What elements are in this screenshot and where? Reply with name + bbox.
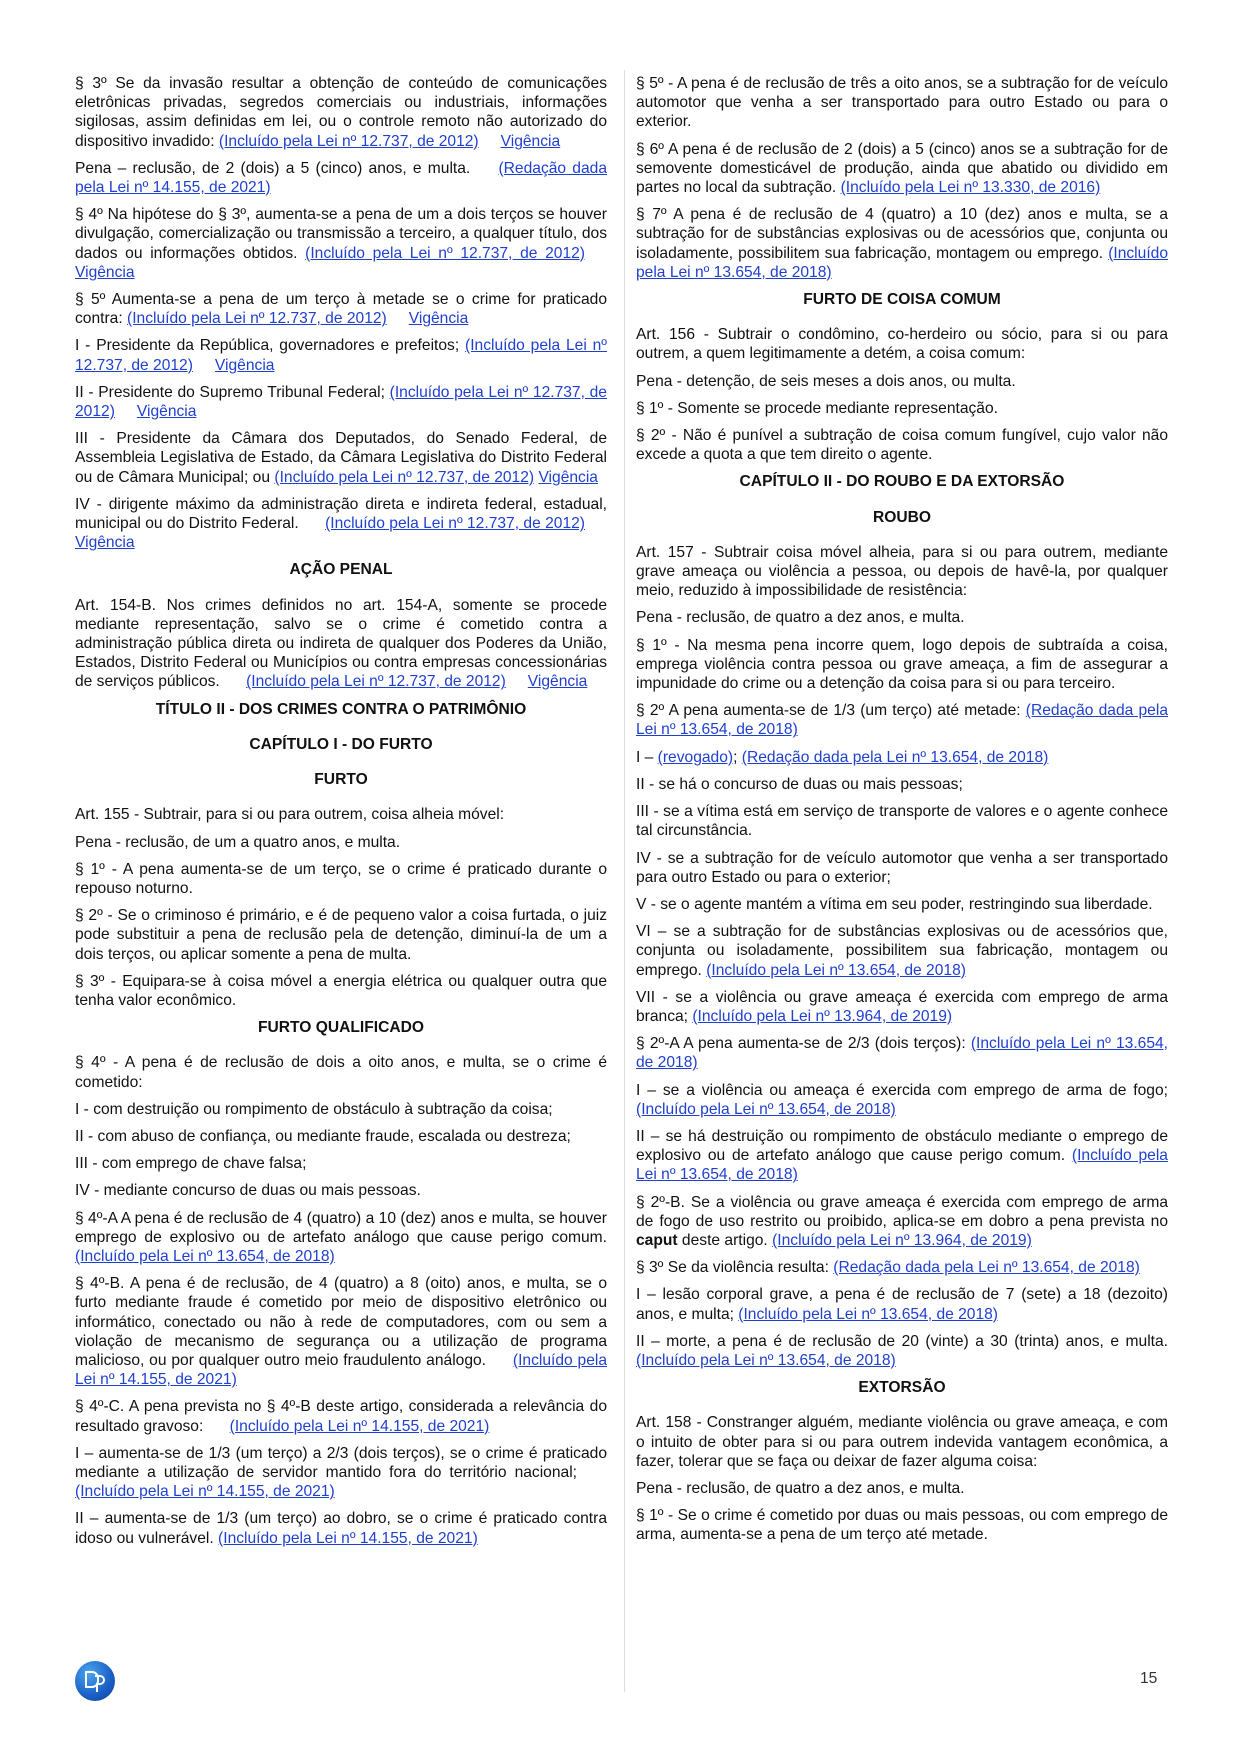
text-run: I – [636,748,658,766]
text-run: Pena - reclusão, de um a quatro anos, e multa. [75,833,401,851]
paragraph [75,336,607,374]
law-reference-link[interactable]: (revogado) [657,748,734,766]
paragraph [636,701,1168,739]
paragraph [75,1100,607,1119]
law-reference-link[interactable]: (Incluído pela Lei nº 12.737, de 2012) [127,310,387,328]
paragraph [636,1127,1168,1185]
law-reference-link[interactable]: (Incluído pela Lei nº 14.155, de 2021) [75,1483,335,1501]
text-run: II - se há o concurso de duas ou mais pessoas; [636,775,963,793]
paragraph [636,775,1168,794]
law-reference-link[interactable]: (Incluído pela Lei nº 14.155, de 2021) [218,1529,478,1547]
paragraph [636,140,1168,198]
paragraph [75,1274,607,1389]
paragraph [75,159,607,197]
text-run: § 4º-A A pena é de reclusão de 4 (quatro) a 10 (dez) anos e multa, se houver emprego de explosivo ou de artefato análogo que cause perigo comum. [75,1209,607,1246]
paragraph [75,1444,607,1502]
vigencia-link[interactable]: Vigência [214,356,275,374]
text-run: IV - se a subtração for de veículo automotor que venha a ser transportado para outro Estado ou para o exterior; [636,849,1168,886]
paragraph [636,1332,1168,1370]
law-reference-link[interactable]: (Incluído pela Lei nº 13.654, de 2018) [636,1100,896,1118]
law-reference-link[interactable]: (Incluído pela Lei nº 12.737, de 2012) [325,515,585,533]
text-run: § 1º - Somente se procede mediante representação. [636,399,998,417]
law-reference-link[interactable]: (Incluído pela Lei nº 14.155, de 2021) [229,1417,490,1435]
law-reference-link[interactable]: (Incluído pela Lei nº 13.654, de 2018) [636,244,1168,281]
paragraph [636,543,1168,601]
paragraph [75,972,607,1010]
paragraph [636,636,1168,694]
text-run: II – morte, a pena é de reclusão de 20 (vinte) a 30 (trinta) anos, e multa. [636,1332,1168,1350]
paragraph [75,1509,607,1547]
text-run: ; [733,748,742,766]
section-heading: ROUBO [872,508,932,526]
law-reference-link[interactable]: (Incluído pela Lei nº 13.654, de 2018) [636,1351,896,1369]
text-run: § 2º A pena aumenta-se de 1/3 (um terço) até metade: [636,702,1026,720]
text-run: § 4º - A pena é de reclusão de dois a oito anos, e multa, se o crime é cometido: [75,1054,607,1091]
law-reference-link[interactable]: (Redação dada pela Lei nº 13.654, de 2018) [833,1259,1140,1277]
text-run: § 1º - A pena aumenta-se de um terço, se o crime é praticado durante o repouso noturno. [75,860,607,897]
law-reference-link[interactable]: (Incluído pela Lei nº 13.654, de 2018) [706,961,966,979]
section-heading: CAPÍTULO II - DO ROUBO E DA EXTORSÃO [739,473,1065,491]
text-run: § 5º Aumenta-se a pena de um terço à metade se o crime for praticado contra: [75,291,607,328]
text-run: § 7º A pena é de reclusão de 4 (quatro) a 10 (dez) anos e multa, se a subtração for de substâncias explosivas ou de acessórios que, conjunta ou isoladamente, possibilitem sua fabricação, montagem ou emprego. [636,206,1168,262]
section-heading: AÇÃO PENAL [289,561,393,579]
text-run: II - com abuso de confiança, ou mediante fraude, escalada ou destreza; [75,1127,571,1145]
text-run: § 2º - Não é punível a subtração de coisa comum fungível, cujo valor não excede a quota a que tem direito o agente. [636,427,1168,464]
paragraph [636,895,1168,914]
paragraph [75,429,607,487]
paragraph [75,383,607,421]
paragraph [636,1034,1168,1072]
law-reference-link[interactable]: (Redação dada pela Lei nº 13.654, de 2018) [741,748,1049,766]
paragraph [75,805,607,824]
column-divider [624,70,625,1692]
text-run: V - se o agente mantém a vítima em seu poder, restringindo sua liberdade. [636,895,1153,913]
paragraph [636,849,1168,887]
paragraph [75,1397,607,1435]
text-run: I - Presidente da República, governadores e prefeitos; [75,337,466,355]
section-heading: TÍTULO II - DOS CRIMES CONTRA O PATRIMÔNIO [155,700,527,718]
text-run: § 1º - Se o crime é cometido por duas ou mais pessoas, ou com emprego de arma, aumenta-se a pena de um terço até metade. [636,1507,1168,1544]
vigencia-link[interactable]: Vigência [527,673,588,691]
paragraph [636,205,1168,282]
text-run: § 1º - Na mesma pena incorre quem, logo depois de subtraída a coisa, emprega violência contra pessoa ou grave ameaça, a fim de assegurar a impunidade do crime ou a detenção da coisa para si ou para terceiro. [636,636,1168,693]
text-run: Pena – reclusão, de 2 (dois) a 5 (cinco) anos, e multa. [75,159,477,177]
text-run: Pena - reclusão, de quatro a dez anos, e multa. [636,609,965,627]
text-run: § 5º - A pena é de reclusão de três a oito anos, se a subtração for de veículo automotor que venha a ser transportado para outro Estado ou para o exterior. [636,75,1168,131]
paragraph [75,906,607,964]
paragraph [636,74,1168,132]
text-run: Art. 157 - Subtrair coisa móvel alheia, para si ou para outrem, mediante grave ameaça ou violência a pessoa, ou depois de havê-la, por qualquer meio, reduzido à impossibilidade de resistência: [636,543,1168,600]
paragraph [636,748,1168,767]
paragraph [75,1053,607,1091]
section-heading: FURTO [314,771,368,789]
text-run: VI – se a subtração for de substâncias explosivas ou de acessórios que, conjunta ou isoladamente, possibilitem sua fabricação, montagem ou emprego. [636,923,1168,979]
section-heading: FURTO DE COISA COMUM [803,291,1001,309]
vigencia-link[interactable]: Vigência [408,310,469,328]
text-run: § 6º A pena é de reclusão de 2 (dois) a 5 (cinco) anos se a subtração for de semovente domesticável de produção, ainda que abatido ou dividido em partes no local da subtração. [636,140,1168,197]
paragraph [636,1258,1168,1277]
text-run: Pena - detenção, de seis meses a dois anos, ou multa. [636,372,1016,390]
text-run: § 4º Na hipótese do § 3º, aumenta-se a pena de um a dois terços se houver divulgação, comercialização ou transmissão a terceiro, a qualquer título, dos dados ou informações obtidos. [75,206,607,262]
vigencia-link[interactable]: Vigência [75,263,135,281]
paragraph [75,833,607,852]
text-run: Art. 154-B. Nos crimes definidos no art. 154-A, somente se procede mediante representação, salvo se o crime é cometido contra a administração pública direta ou indireta de qualquer dos Poderes da União, Estados, Distrito Federal ou Municípios ou contra empresas concessionárias de serviços públicos. [75,596,607,691]
text-run: III - com emprego de chave falsa; [75,1155,307,1173]
text-run: deste artigo. [677,1231,773,1249]
section-heading: CAPÍTULO I - DO FURTO [249,735,433,753]
law-reference-link[interactable]: (Incluído pela Lei nº 12.737, de 2012) [246,673,506,691]
text-run: I – lesão corporal grave, a pena é de reclusão de 7 (sete) a 18 (dezoito) anos, e multa; [636,1286,1168,1323]
text-run: § 3º - Equipara-se à coisa móvel a energia elétrica ou qualquer outra que tenha valor econômico. [75,972,607,1009]
paragraph [75,1181,607,1200]
publisher-logo-icon [75,1661,115,1701]
paragraph [636,1479,1168,1498]
text-run: IV - dirigente máximo da administração direta e indireta federal, estadual, municipal ou do Distrito Federal. [75,495,607,533]
paragraph [636,426,1168,464]
text-run: § 3º Se da invasão resultar a obtenção de conteúdo de comunicações eletrônicas privadas, segredos comerciais ou industriais, informações sigilosas, assim definidas em lei, ou o controle remoto não autorizado do dispositivo invadido: [75,75,607,150]
paragraph [636,922,1168,980]
law-reference-link[interactable]: (Incluído pela Lei nº 14.155, de 2021) [75,1351,608,1389]
paragraph [636,802,1168,840]
paragraph [75,205,607,282]
text-run: § 4º-B. A pena é de reclusão, de 4 (quatro) a 8 (oito) anos, e multa, se o furto mediante fraude é cometido por meio de dispositivo eletrônico ou informático, conectado ou não à rede de computadores, com ou sem a violação de mecanismo de segurança ou a utilização de programa malicioso, ou por qualquer outro meio fraudulento análogo. [75,1275,607,1369]
paragraph [75,495,607,553]
text-run: § 2º-B. Se a violência ou grave ameaça é exercida com emprego de arma de fogo de uso restrito ou proibido, aplica-se em dobro a pena prevista no [636,1193,1168,1230]
law-reference-link[interactable]: (Incluído pela Lei nº 12.737, de 2012) [218,132,479,150]
paragraph [636,1193,1168,1251]
paragraph [636,1506,1168,1544]
paragraph [75,74,607,151]
paragraph [636,399,1168,418]
text-run: VII - se a violência ou grave ameaça é exercida com emprego de arma branca; [636,988,1168,1025]
text-run: Pena - reclusão, de quatro a dez anos, e multa. [636,1479,965,1497]
law-reference-link[interactable]: (Incluído pela Lei nº 13.654, de 2018) [738,1305,998,1323]
text-run: Art. 156 - Subtrair o condômino, co-herdeiro ou sócio, para si ou para outrem, a quem legitimamente a detém, a coisa comum: [636,326,1168,363]
law-reference-link[interactable]: (Incluído pela Lei nº 13.654, de 2018) [636,1035,1168,1072]
law-reference-link[interactable]: (Incluído pela Lei nº 12.737, de 2012) [274,468,535,486]
section-heading: EXTORSÃO [858,1379,946,1397]
vigencia-link[interactable]: Vigência [75,534,135,552]
law-reference-link[interactable]: (Redação dada pela Lei nº 14.155, de 2021) [75,159,607,197]
paragraph [75,1209,607,1267]
paragraph [75,860,607,898]
right-column [636,74,1168,1553]
law-reference-link[interactable]: (Incluído pela Lei nº 12.737, de 2012) [305,244,585,262]
vigencia-link[interactable]: Vigência [500,132,561,150]
text-run: I – se a violência ou ameaça é exercida com emprego de arma de fogo; [636,1081,1168,1099]
text-run: § 3º Se da violência resulta: [636,1259,834,1277]
law-reference-link[interactable]: (Incluído pela Lei nº 12.737, de 2012) [75,337,608,374]
paragraph [636,1413,1168,1471]
paragraph [75,1154,607,1173]
paragraph [636,608,1168,627]
text-run: § 2º-A A pena aumenta-se de 2/3 (dois terços): [636,1035,971,1053]
vigencia-link[interactable]: Vigência [538,468,598,486]
paragraph [636,325,1168,363]
law-reference-link[interactable]: (Incluído pela Lei nº 12.737, de 2012) [75,383,607,421]
text-run: II - Presidente do Supremo Tribunal Federal; [75,383,390,401]
text-run: I - com destruição ou rompimento de obstáculo à subtração da coisa; [75,1100,553,1118]
text-run: III - Presidente da Câmara dos Deputados, do Senado Federal, de Assembleia Legislativa de Estado, da Câmara Legislativa do Distrito Federal ou de Câmara Municipal; ou [75,430,607,486]
paragraph [75,290,607,328]
law-reference-link[interactable]: (Incluído pela Lei nº 13.964, de 2019) [772,1231,1032,1249]
text-run: II – aumenta-se de 1/3 (um terço) ao dobro, se o crime é praticado contra idoso ou vulnerável. [75,1510,607,1547]
paragraph [636,988,1168,1026]
law-reference-link[interactable]: (Redação dada pela Lei nº 13.654, de 2018) [636,702,1168,739]
law-reference-link[interactable]: (Incluído pela Lei nº 13.654, de 2018) [75,1247,335,1265]
paragraph [636,1285,1168,1323]
paragraph [75,596,607,692]
text-run: III - se a vítima está em serviço de transporte de valores e o agente conhece tal circunstância. [636,803,1168,840]
law-reference-link[interactable]: (Incluído pela Lei nº 13.654, de 2018) [636,1147,1168,1184]
text-run: Art. 158 - Constranger alguém, mediante violência ou grave ameaça, e com o intuito de obter para si ou para outrem indevida vantagem econômica, a fazer, tolerar que se faça ou deixar de fazer alguma coisa: [636,1414,1168,1470]
bold-term: caput [636,1231,678,1249]
page-number: 15 [1140,1670,1158,1687]
text-run: Art. 155 - Subtrair, para si ou para outrem, coisa alheia móvel: [75,806,505,824]
law-reference-link[interactable]: (Incluído pela Lei nº 13.964, de 2019) [692,1007,953,1025]
law-reference-link[interactable]: (Incluído pela Lei nº 13.330, de 2016) [840,179,1101,197]
dp-monogram-icon [81,1667,109,1695]
text-run: I – aumenta-se de 1/3 (um terço) a 2/3 (dois terços), se o crime é praticado mediante a utilização de servidor mantido fora do território nacional; [75,1444,607,1481]
section-heading: FURTO QUALIFICADO [257,1019,425,1037]
paragraph [75,1127,607,1146]
text-run: II – se há destruição ou rompimento de obstáculo mediante o emprego de explosivo ou de artefato análogo que cause perigo comum. [636,1127,1168,1165]
vigencia-link[interactable]: Vigência [136,403,197,421]
text-run: § 4º-C. A pena prevista no § 4º-B deste artigo, considerada a relevância do resultado gravoso: [75,1398,607,1435]
paragraph [636,372,1168,391]
text-run: § 2º - Se o criminoso é primário, e é de pequeno valor a coisa furtada, o juiz pode substituir a pena de reclusão pela de detenção, diminuí-la de um a dois terços, ou aplicar somente a pena de multa. [75,907,607,963]
paragraph [636,1081,1168,1119]
left-column [75,74,607,1556]
text-run: IV - mediante concurso de duas ou mais pessoas. [75,1182,421,1200]
